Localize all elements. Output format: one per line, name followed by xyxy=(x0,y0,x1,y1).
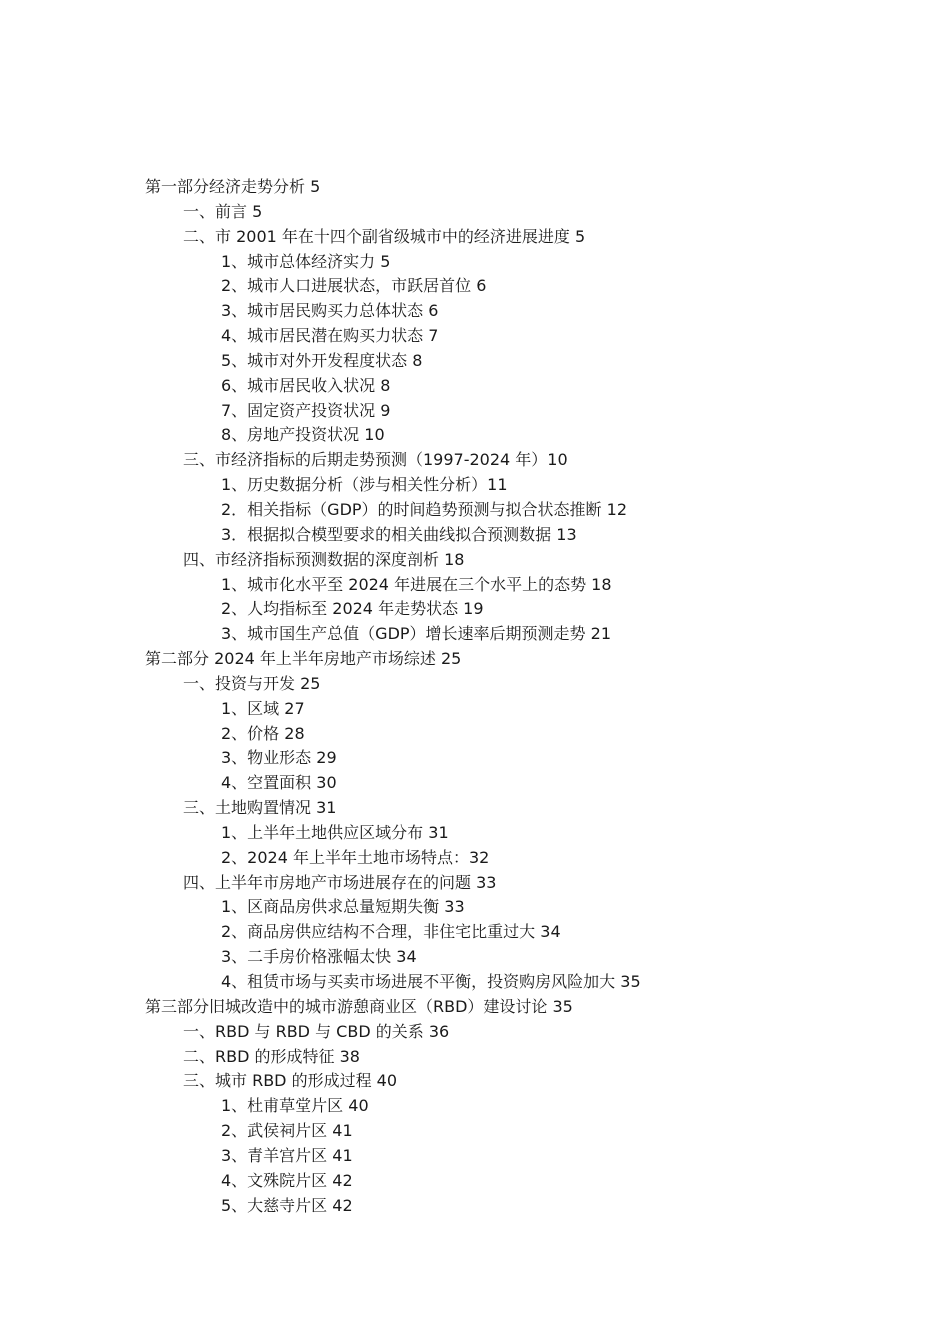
toc-subsection-entry: 1、历史数据分析（涉与相关性分析）11 xyxy=(221,475,508,495)
toc-section-entry: 二、市 2001 年在十四个副省级城市中的经济进展进度 5 xyxy=(183,226,586,246)
toc-subsection-entry: 5、城市对外开发程度状态 8 xyxy=(221,350,423,370)
toc-section-entry: 一、投资与开发 25 xyxy=(183,673,321,693)
toc-subsection-entry: 6、城市居民收入状况 8 xyxy=(221,375,391,395)
toc-subsection-entry: 2、价格 28 xyxy=(221,723,305,743)
toc-subsection-entry: 1、区域 27 xyxy=(221,698,305,718)
toc-subsection-entry: 7、固定资产投资状况 9 xyxy=(221,400,391,420)
toc-section-entry: 四、市经济指标预测数据的深度剖析 18 xyxy=(183,549,465,569)
toc-subsection-entry: 2、城市人口进展状态，市跃居首位 6 xyxy=(221,276,487,296)
toc-section-entry: 二、RBD 的形成特征 38 xyxy=(183,1046,360,1066)
toc-subsection-entry: 5、大慈寺片区 42 xyxy=(221,1195,353,1215)
toc-section-entry: 一、RBD 与 RBD 与 CBD 的关系 36 xyxy=(183,1021,450,1041)
toc-subsection-entry: 3、城市居民购买力总体状态 6 xyxy=(221,301,439,321)
toc-subsection-entry: 2、人均指标至 2024 年走势状态 19 xyxy=(221,599,484,619)
toc-subsection-entry: 4、文殊院片区 42 xyxy=(221,1170,353,1190)
toc-subsection-entry: 3、城市国生产总值（GDP）增长速率后期预测走势 21 xyxy=(221,624,611,644)
toc-subsection-entry: 1、城市总体经济实力 5 xyxy=(221,251,391,271)
toc-subsection-entry: 1、上半年土地供应区域分布 31 xyxy=(221,822,449,842)
toc-subsection-entry: 3、二手房价格涨幅太快 34 xyxy=(221,947,417,967)
table-of-contents xyxy=(0,175,950,1218)
toc-section-entry: 一、前言 5 xyxy=(183,201,263,221)
toc-part-heading: 第一部分经济走势分析 5 xyxy=(145,177,321,196)
toc-subsection-entry: 4、租赁市场与买卖市场进展不平衡，投资购房风险加大 35 xyxy=(221,972,641,991)
toc-subsection-entry: 1、杜甫草堂片区 40 xyxy=(221,1096,369,1116)
toc-subsection-entry: 1、城市化水平至 2024 年进展在三个水平上的态势 18 xyxy=(221,574,612,594)
toc-section-entry: 三、市经济指标的后期走势预测（1997-2024 年）10 xyxy=(183,450,568,470)
toc-subsection-entry: 2、2024 年上半年土地市场特点：32 xyxy=(221,847,490,867)
toc-subsection-entry: 2．相关指标（GDP）的时间趋势预测与拟合状态推断 12 xyxy=(221,499,627,519)
toc-subsection-entry: 3、青羊宫片区 41 xyxy=(221,1145,353,1165)
toc-subsection-entry: 3、物业形态 29 xyxy=(221,748,337,768)
toc-section-entry: 四、上半年市房地产市场进展存在的问题 33 xyxy=(183,872,497,892)
toc-section-entry: 三、城市 RBD 的形成过程 40 xyxy=(183,1071,398,1091)
toc-subsection-entry: 4、空置面积 30 xyxy=(221,773,337,793)
toc-subsection-entry: 4、城市居民潜在购买力状态 7 xyxy=(221,326,439,346)
toc-part-heading: 第三部分旧城改造中的城市游憩商业区（RBD）建设讨论 35 xyxy=(145,996,573,1016)
toc-subsection-entry: 3．根据拟合模型要求的相关曲线拟合预测数据 13 xyxy=(221,524,577,544)
toc-subsection-entry: 2、商品房供应结构不合理，非住宅比重过大 34 xyxy=(221,922,561,942)
toc-part-heading: 第二部分 2024 年上半年房地产市场综述 25 xyxy=(145,649,462,669)
toc-section-entry: 三、土地购置情况 31 xyxy=(183,798,337,818)
toc-subsection-entry: 8、房地产投资状况 10 xyxy=(221,425,385,445)
toc-subsection-entry: 1、区商品房供求总量短期失衡 33 xyxy=(221,897,465,917)
toc-subsection-entry: 2、武侯祠片区 41 xyxy=(221,1121,353,1141)
